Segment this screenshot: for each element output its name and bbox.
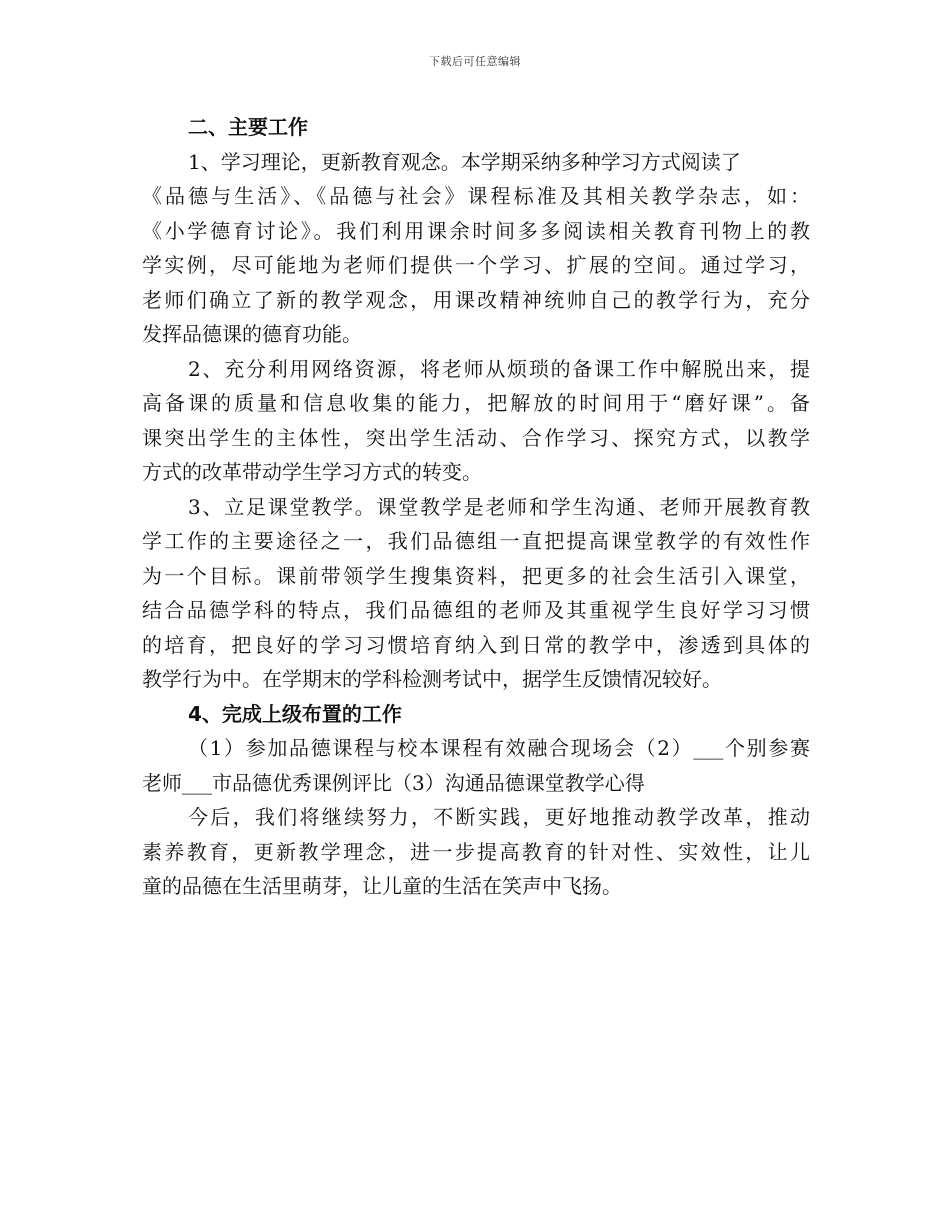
paragraph-line: 高备课的质量和信息收集的能力，把解放的时间用于“磨好课”。备 [142,391,810,415]
document-body [142,110,810,904]
paragraph-line: 老师___市品德优秀课例评比（3）沟通品德课堂教学心得 [142,770,645,795]
paragraph-line: 学工作的主要途径之一，我们品德组一直把提高课堂教学的有效性作 [142,529,810,553]
paragraph-line: 课突出学生的主体性，突出学生活动、合作学习、探究方式，以教学 [142,425,810,450]
paragraph-line: 素养教育，更新教学理念，进一步提高教育的针对性、实效性，让儿 [142,839,810,864]
paragraph-line: 发挥品德课的德育功能。 [142,322,362,346]
paragraph-line: 的培育，把良好的学习习惯培育纳入到日常的教学中，渗透到具体的 [142,632,810,657]
paragraph-line: 《品德与生活》、《品德与社会》课程标准及其相关教学杂志，如： [142,184,810,208]
section-heading: 4、完成上级布置的工作 [188,701,402,726]
paragraph-line: 为一个目标。课前带领学生搜集资料，把更多的社会生活引入课堂， [142,563,810,588]
paragraph-line: 3、立足课堂教学。课堂教学是老师和学生沟通、老师开展教育教 [188,494,810,519]
paragraph-line: 方式的改革带动学生学习方式的转变。 [142,460,482,484]
paragraph-line: 今后，我们将继续努力，不断实践，更好地推动教学改革，推动 [188,805,810,829]
paragraph-line: 老师们确立了新的教学观念，用课改精神统帅自己的教学行为，充分 [142,287,810,312]
paragraph-line: 学实例，尽可能地为老师们提供一个学习、扩展的空间。通过学习， [142,253,810,277]
paragraph-line: 《小学德育讨论》。我们利用课余时间多多阅读相关教育刊物上的教 [142,218,810,243]
paragraph-line: 童的品德在生活里萌芽，让儿童的生活在笑声中飞扬。 [142,874,622,898]
paragraph-line: 结合品德学科的特点，我们品德组的老师及其重视学生良好学习习惯 [142,598,810,622]
paragraph-line: 2、充分利用网络资源，将老师从烦琐的备课工作中解脱出来，提 [188,356,810,381]
paragraph-line: 教学行为中。在学期末的学科检测考试中，据学生反馈情况较好。 [142,667,722,691]
page-header-note: 下载后可任意编辑 [429,55,521,68]
paragraph-line: 1、学习理论，更新教育观念。本学期采纳多种学习方式阅读了 [188,149,741,174]
paragraph-line: （1）参加品德课程与校本课程有效融合现场会（2）___个别参赛 [188,736,810,760]
section-heading: 二、主要工作 [188,115,308,139]
